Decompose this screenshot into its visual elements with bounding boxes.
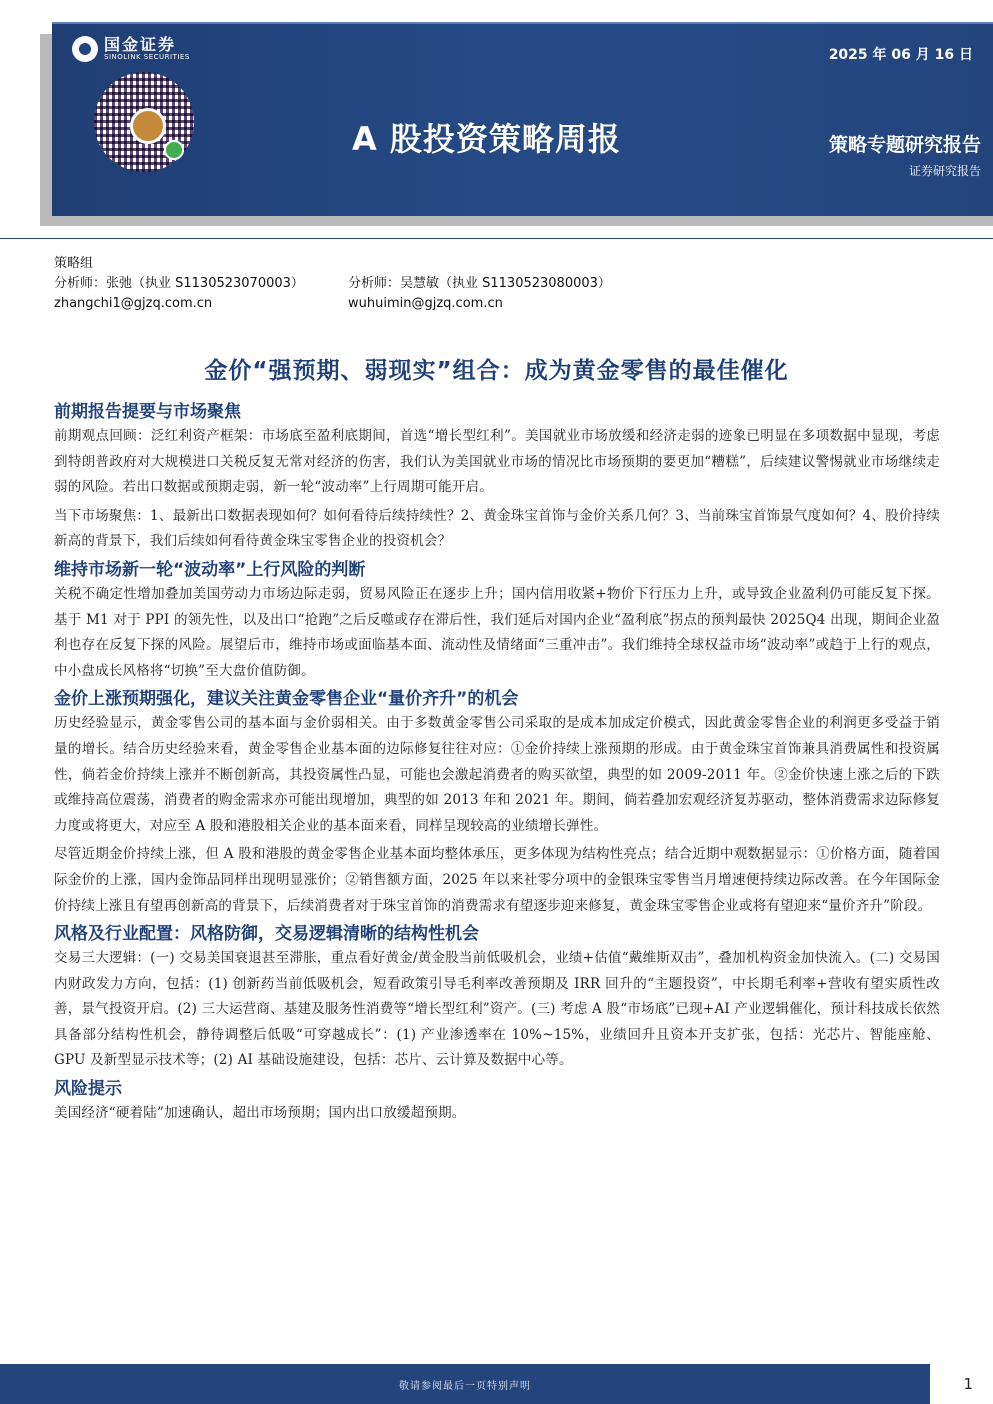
analyst-1: 分析师：张弛（执业 S1130523070003） [54, 276, 304, 291]
section-paragraph: 尽管近期金价持续上涨，但 A 股和港股的黄金零售企业基本面均整体承压，更多体现为结构性亮点；结合近期中观数据显示：①价格方面，随着国际金价的上涨，国内金饰品同样出现明显涨价；②销售额方面，2025 年以来社零分项中的金银珠宝零售当月增速便持续边际改善。在今年国际金价持续上涨且有望再创新高的背景下，后续消费者对于珠宝首饰的消费需求有望逐步迎来修复，黄金珠宝零售企业或将有望迎来“量价齐升”阶段。 [54, 846, 940, 914]
header-banner [52, 22, 993, 216]
report-subcategory: 证券研究报告 [908, 164, 981, 178]
qr-miniprogram-badge-icon [164, 140, 184, 160]
section-paragraph: 关税不确定性增加叠加美国劳动力市场边际走弱，贸易风险正在逐步上升；国内信用收紧+物价下行压力上升，或导致企业盈利仍可能反复下探。基于 M1 对于 PPI 的领先性，以及出口“抢跑”之后反噬或存在滞后性，我们延后对国内企业“盈利底”拐点的预判最快 2025Q4 出现，期间企业盈利也存在反复下探的风险。展望后市，维持市场或面临基本面、流动性及情绪面“三重冲击”。我们维持全球权益市场“波动率”或趋于上行的观点，中小盘成长风格将“切换”至大盘价值防御。 [54, 585, 940, 679]
section-heading: 风格及行业配置：风格防御，交易逻辑清晰的结构性机会 [54, 924, 479, 945]
analyst-row [54, 274, 611, 294]
report-date: 2025 年 06 月 16 日 [828, 47, 973, 63]
analyst-email-row [54, 294, 611, 314]
section-paragraph: 当下市场聚焦：1、最新出口数据表现如何？如何看待后续持续性？2、黄金珠宝首饰与金价关系几何？3、当前珠宝首饰景气度如何？4、股价持续新高的背景下，我们后续如何看待黄金珠宝零售企业的投资机会？ [54, 507, 940, 550]
banner-top-line [52, 22, 993, 24]
footer-disclaimer: 敬请参阅最后一页特别声明 [399, 1381, 531, 1392]
analyst-2: 分析师：吴慧敏（执业 S1130523080003） [348, 276, 611, 291]
logo-name-cn: 国金证券 [104, 34, 177, 54]
section-heading: 前期报告提要与市场聚焦 [54, 402, 241, 422]
section-heading: 维持市场新一轮“波动率”上行风险的判断 [54, 559, 366, 580]
section-paragraph: 交易三大逻辑：(一) 交易美国衰退甚至滞胀，重点看好黄金/黄金股当前低吸机会，业绩+估值“戴维斯双击”，叠加机构资金加快流入。(二) 交易国内财政发力方向，包括：(1) 创新药当前低吸机会，短看政策引导毛利率改善预期及 IRR 回升的“主题投资”，中长期毛利率+营收有望实质性改善，景气投资开启。(2) 三大运营商、基建及服务性消费等“增长型红利”资产。(三) 考虑 A 股“市场底”已现+AI 产业逻辑催化，预计科技成长依然具备部分结构性机会，静待调整后低吸“可穿越成长”：(1) 产业渗透率在 10%~15%，业绩回升且资本开支扩张，包括：光芯片、智能座舱、GPU 及新型显示技术等；(2) AI 基础设施建设，包括：芯片、云计算及数据中心等。 [54, 950, 940, 1069]
page-number: 1 [963, 1375, 973, 1393]
report-title: A 股投资策略周报 [352, 120, 621, 158]
logo-text [104, 34, 190, 61]
report-body [54, 400, 940, 1130]
qr-center-logo-icon [130, 108, 166, 144]
section-paragraph: 历史经验显示，黄金零售公司的基本面与金价弱相关。由于多数黄金零售公司采取的是成本加成定价模式，因此黄金零售企业的利润更多受益于销量的增长。结合历史经验来看，黄金零售企业基本面的边际修复往往对应：①金价持续上涨预期的形成。由于黄金珠宝首饰兼具消费属性和投资属性，倘若金价持续上涨并不断创新高，其投资属性凸显，可能也会激起消费者的购买欲望，典型的如 2009-2011 年。②金价快速上涨之后的下跌或维持高位震荡，消费者的购金需求亦可能出现增加，典型的如 2013 年和 2021 年。期间，倘若叠加宏观经济复苏驱动，整体消费需求边际修复力度或将更大，对应至 A 股和港股相关企业的基本面来看，同样呈现较高的业绩增长弹性。 [54, 715, 940, 834]
analyst-group: 策略组 [54, 256, 94, 271]
report-category: 策略专题研究报告 [828, 134, 981, 156]
main-title: 金价“强预期、弱现实”组合：成为黄金零售的最佳催化 [204, 358, 789, 384]
analyst-1-email[interactable]: zhangchi1@gjzq.com.cn [54, 296, 213, 311]
section-heading: 风险提示 [54, 1079, 122, 1100]
section-heading: 金价上涨预期强化，建议关注黄金零售企业“量价齐升”的机会 [54, 689, 519, 710]
section-paragraph: 前期观点回顾：泛红利资产框架：市场底至盈利底期间，首选“增长型红利”。美国就业市场放缓和经济走弱的迹象已明显在多项数据中显现，考虑到特朗普政府对大规模进口关税反复无常对经济的伤害，我们认为美国就业市场的情况比市场预期的要更加“糟糕”，后续建议警惕就业市场继续走弱的风险。若出口数据或预期走弱，新一轮“波动率”上行周期可能开启。 [54, 428, 940, 496]
company-logo [72, 36, 190, 62]
analyst-block [54, 254, 611, 314]
header-divider [0, 238, 993, 239]
logo-mark-icon [72, 36, 98, 62]
section-paragraph: 美国经济“硬着陆”加速确认，超出市场预期；国内出口放缓超预期。 [54, 1105, 466, 1122]
analyst-2-email[interactable]: wuhuimin@gjzq.com.cn [348, 296, 503, 311]
logo-name-en: SINOLINK SECURITIES [104, 52, 190, 61]
